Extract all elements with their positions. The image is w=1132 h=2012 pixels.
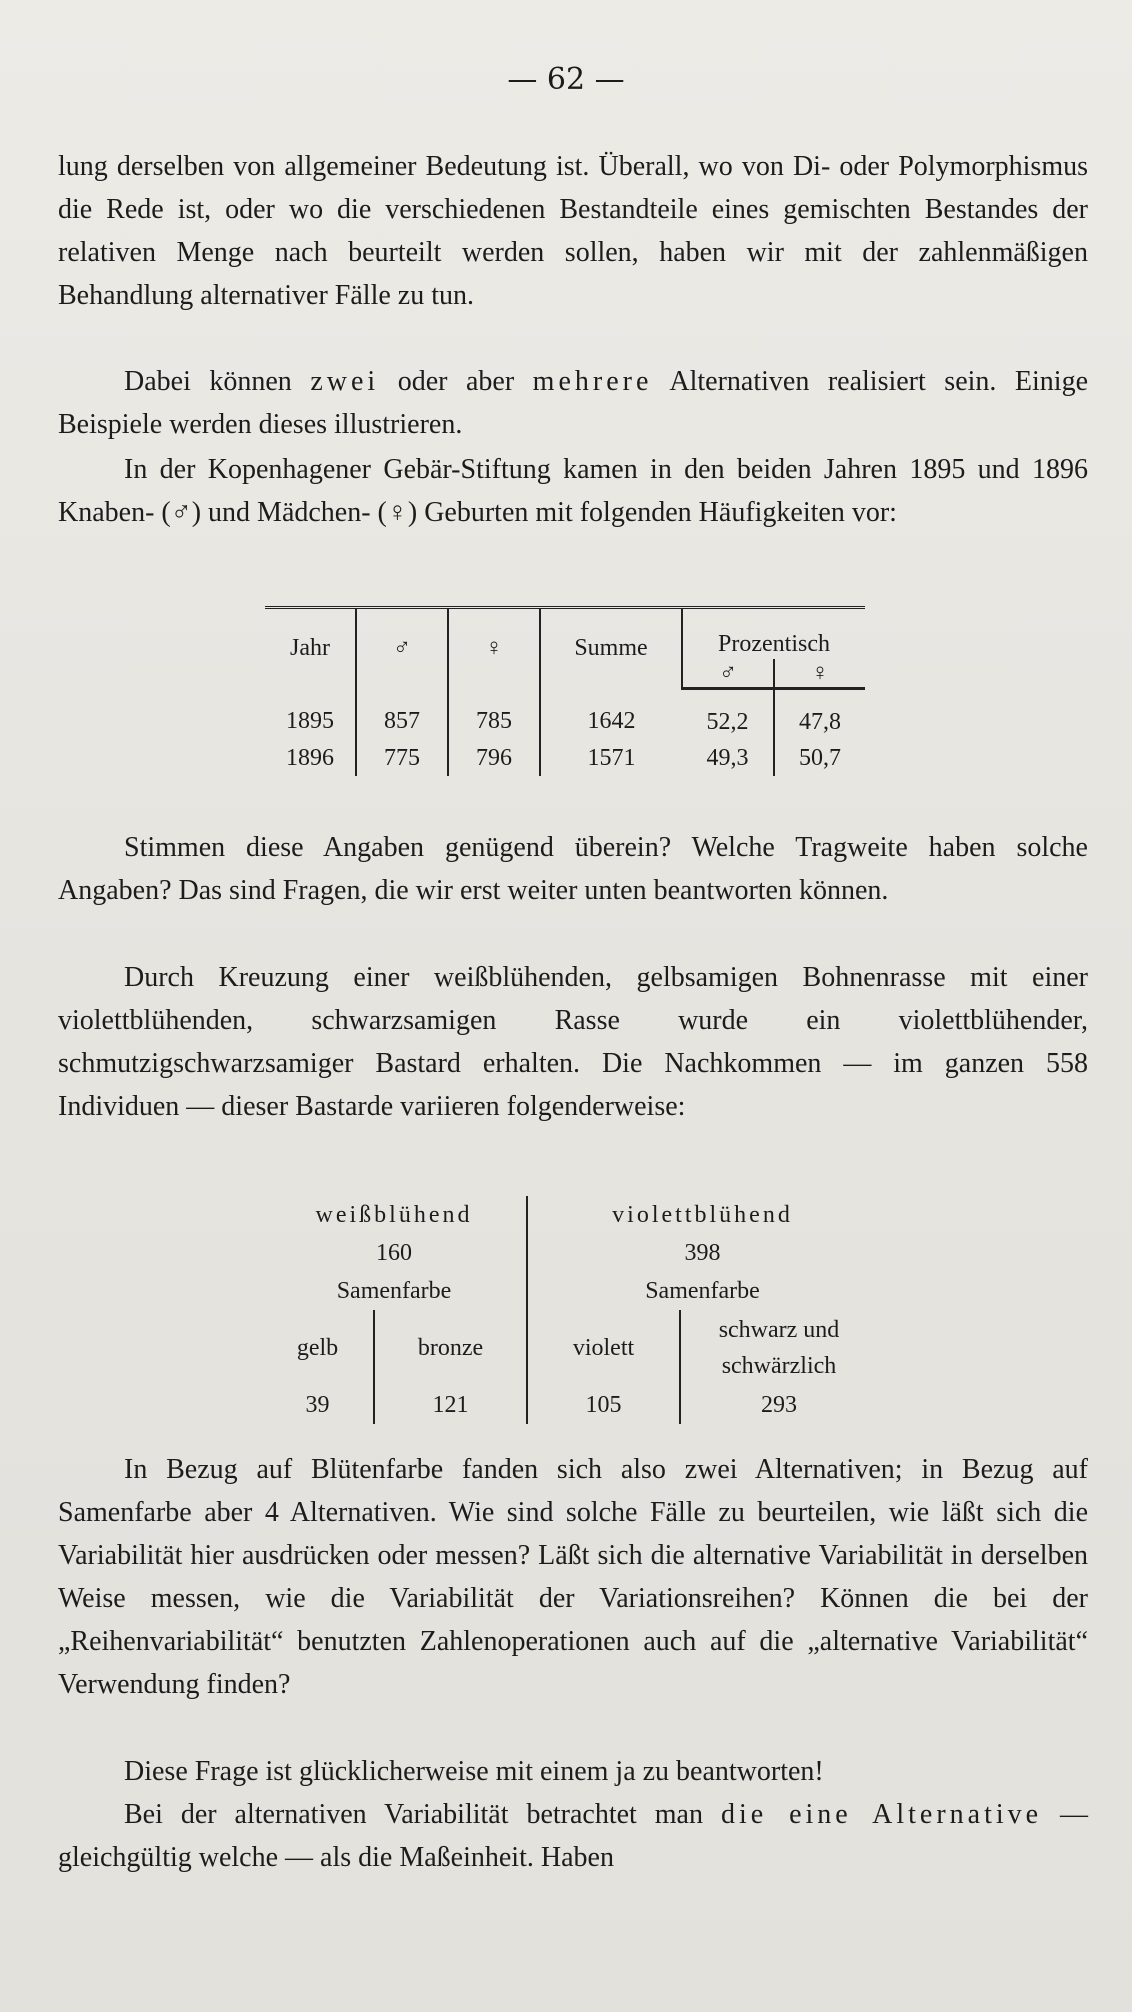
birth-frequency-table	[265, 606, 865, 776]
paragraph-5: Durch Kreuzung einer weißblühenden, gelbsamigen Bohnenrasse mit einer violettblühenden, schwarzsamigen Rasse wurde ein violettblühender, schmutzigschwarzsamiger Bastard erhalten. Die Nachkommen — im ganzen 558 Individuen — dieser Bastarde variieren folgenderweise:	[58, 962, 1088, 1122]
col-bronze: bronze	[374, 1310, 527, 1386]
cell-female: 796	[448, 740, 540, 776]
value-gelb: 39	[305, 1391, 330, 1418]
text: Bei der alternativen Variabilität betrachtet man	[124, 1799, 703, 1830]
cell-jahr: 1896	[286, 744, 334, 771]
value-schwarz: 293	[680, 1386, 877, 1424]
emphasis-mehrere: mehrere	[532, 366, 653, 397]
samenfarbe-violett: Samenfarbe	[527, 1272, 877, 1310]
header-jahr: Jahr	[265, 608, 356, 689]
text: Alternativen realisiert sein. Einige Beispiele werden dieses illustrieren.	[58, 366, 1089, 440]
emphasis-eine-alternative: die eine Alternative	[720, 1799, 1043, 1830]
value-violett: 105	[527, 1386, 680, 1424]
paragraph-2	[58, 360, 1088, 446]
cell-pct-male: 52,2	[706, 708, 749, 735]
col-schwarz-line2: schwärzlich	[721, 1353, 837, 1379]
value-bronze: 121	[374, 1386, 527, 1424]
cell-female: 785	[448, 689, 540, 741]
table-row	[265, 740, 865, 776]
col-schwarz	[680, 1310, 877, 1386]
cell-male: 775	[356, 740, 448, 776]
cell-pct-female: 50,7	[774, 740, 865, 776]
cell-pct-female: 47,8	[774, 689, 865, 741]
cell-male: 857	[356, 689, 448, 741]
cell-jahr: 1895	[286, 707, 334, 734]
text: oder aber	[397, 366, 515, 397]
col-gelb: gelb	[296, 1334, 339, 1361]
bean-cross-table	[262, 1196, 877, 1424]
paragraph-6: In Bezug auf Blütenfarbe fanden sich also zwei Alternativen; in Bezug auf Samenfarbe aber 4 Alternativen. Wie sind solche Fälle zu beurteilen, wie läßt sich die Variabilität hier ausdrücken oder messen? Läßt sich die alternative Variabilität in derselben Weise messen, wie die Variabilität der Variationsreihen? Können die bei der „Reihenvariabilität“ benutzten Zahlenoperationen auch auf die „alternative Variabilität“ Verwendung finden?	[58, 1454, 1088, 1700]
paragraph-4: Stimmen diese Angaben genügend überein? Welche Tragweite haben solche Angaben? Das sind Fragen, die wir erst weiter unten beantworten können.	[58, 832, 1088, 906]
paragraph-8	[58, 1793, 1088, 1879]
header-prozentisch: Prozentisch	[682, 608, 865, 660]
header-summe: Summe	[540, 608, 682, 689]
paragraph-3: In der Kopenhagener Gebär-Stiftung kamen in den beiden Jahren 1895 und 1896 Knaben- (♂) und Mädchen- (♀) Geburten mit folgenden Häufigkeiten vor:	[58, 454, 1088, 528]
paragraph-7: Diese Frage ist glücklicherweise mit einem ja zu beantworten!	[124, 1756, 824, 1787]
samenfarbe-weiss: Samenfarbe	[336, 1277, 452, 1304]
paragraph-1: lung derselben von allgemeiner Bedeutung ist. Überall, wo von Di- oder Polymorphismus die Rede ist, oder wo die verschiedenen Bestandteile eines gemischten Bestandes der relativen Menge nach beurteilt werden sollen, haben wir mit der zahlenmäßigen Behandlung alternativer Fälle zu tun.	[58, 151, 1088, 311]
emphasis-zwei: zwei	[310, 366, 380, 397]
col-schwarz-line1: schwarz und	[718, 1317, 840, 1343]
header-female: ♀	[448, 608, 540, 689]
table-row	[265, 689, 865, 741]
cell-summe: 1642	[540, 689, 682, 741]
cell-summe: 1571	[540, 740, 682, 776]
text: Dabei können	[124, 366, 292, 397]
header-pct-female: ♀	[774, 659, 865, 689]
header-male: ♂	[356, 608, 448, 689]
page-number: — 62 —	[507, 62, 625, 97]
total-weiss: 160	[376, 1239, 412, 1266]
header-pct-male: ♂	[682, 659, 774, 689]
label-weissbluehend: weißblühend	[315, 1201, 473, 1228]
cell-pct-male: 49,3	[706, 744, 749, 771]
text: — gleichgültig welche — als die Maßeinheit. Haben	[58, 1799, 1089, 1873]
col-violett: violett	[527, 1310, 680, 1386]
total-violett: 398	[527, 1234, 877, 1272]
label-violettbluehend: violettblühend	[527, 1196, 877, 1234]
